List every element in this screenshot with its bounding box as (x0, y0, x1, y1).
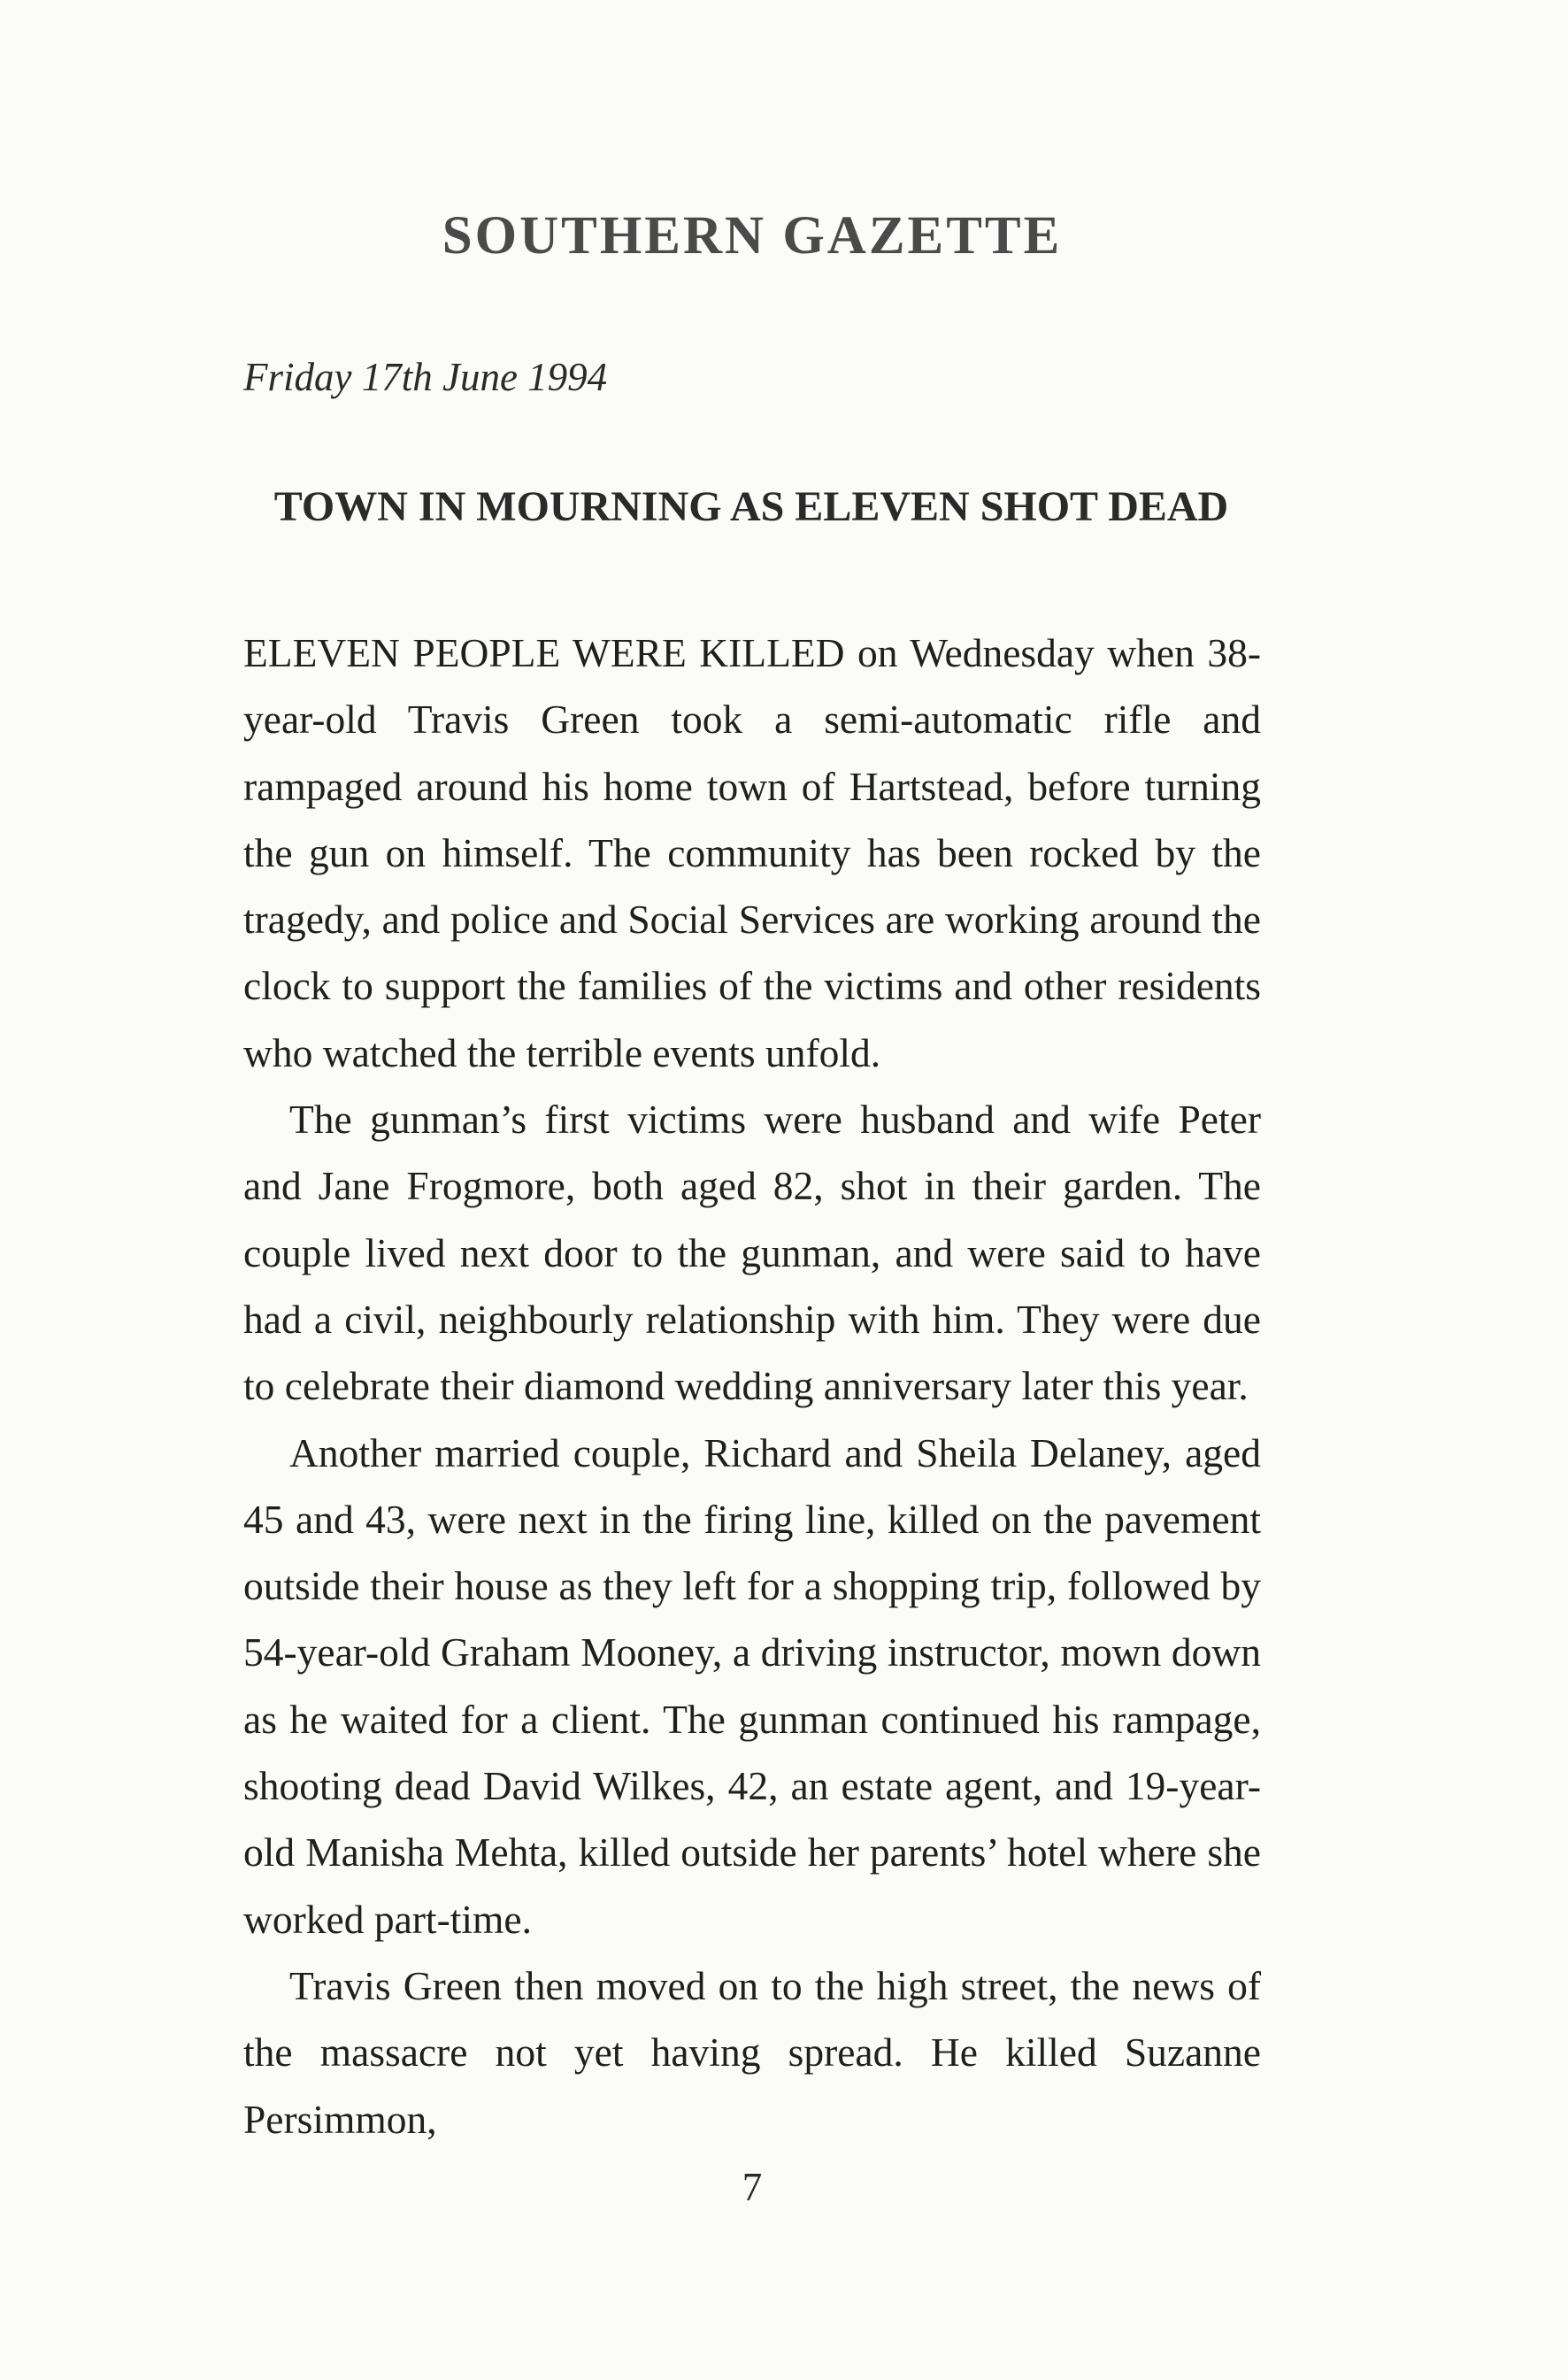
article-paragraph-2: The gunman’s first victims were husband and wife Peter and Jane Frogmore, both aged 82, shot in their garden. The couple lived next door to the gunman, and were said to have had a civil, neighbourly relationship with him. They were due to celebrate their diamond wedding anniversary later this year. (243, 1097, 1261, 1409)
article-body (243, 620, 1261, 2153)
page-number: 7 (742, 2165, 763, 2209)
article-headline: TOWN IN MOURNING AS ELEVEN SHOT DEAD (273, 483, 1229, 530)
article-paragraph-4: Travis Green then moved on to the high street, the news of the massacre not yet having spread. He killed Suzanne Persimmon, (243, 1962, 1261, 2142)
article-paragraph-1: ELEVEN PEOPLE WERE KILLED on Wednesday when 38-year-old Travis Green took a semi-automatic rifle and rampaged around his home town of Hartstead, before turning the gun on himself. The community has been rocked by the tragedy, and police and Social Services are working around the clock to support the families of the victims and other residents who watched the terrible events unfold. (243, 630, 1261, 1075)
newspaper-masthead: SOUTHERN GAZETTE (442, 206, 1063, 266)
dateline: Friday 17th June 1994 (243, 355, 608, 399)
article-paragraph-3: Another married couple, Richard and Sheila Delaney, aged 45 and 43, were next in the firing line, killed on the pavement outside their house as they left for a shopping trip, followed by 54-year-old Graham Mooney, a driving instructor, mown down as he waited for a client. The gunman continued his rampage, shooting dead David Wilkes, 42, an estate agent, and 19-year-old Manisha Mehta, killed outside her parents’ hotel where she worked part-time. (243, 1429, 1261, 1942)
